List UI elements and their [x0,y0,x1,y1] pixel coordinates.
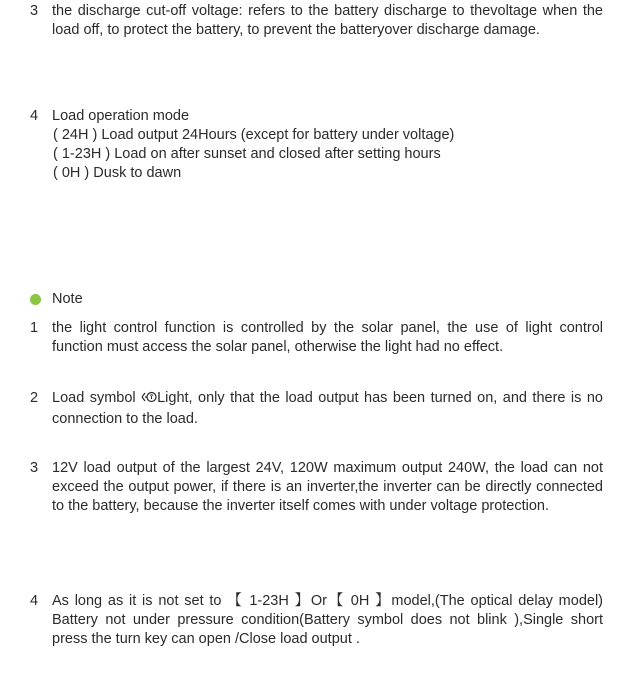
note-item-3 [30,459,603,516]
item-text: As long as it is not set to 【 1-23H 】Or【 0H 】model,(The optical delay model) Battery not under pressure condition(Battery symbol does not blink ),Single short press the turn key can open /Close load output . [52,593,603,647]
green-bullet-icon [30,294,41,305]
mode-24h: ( 24H ) Load output 24Hours (except for battery under voltage) [53,127,455,143]
note-heading [30,290,83,309]
note-title: Note [52,291,83,307]
item-number: 1 [30,320,39,336]
light-bulb-load-icon [141,390,157,410]
mode-0h: ( 0H ) Dusk to dawn [53,165,182,181]
mode-1-23h: ( 1-23H ) Load on after sunset and closed after setting hours [53,146,441,162]
item-number: 4 [30,593,39,609]
item-number: 3 [30,460,39,476]
item-text: 12V load output of the largest 24V, 120W maximum output 240W, the load can not exceed the output power, if there is an inverter,the inverter can be directly connected to the battery, because the inverter itself comes with under voltage protection. [52,460,603,514]
list-item-4-load-mode [30,107,603,183]
item-title: Load operation mode [52,108,190,124]
item-text [52,389,603,429]
note-item-1 [30,319,603,357]
note-item-2 [30,389,603,429]
item-number: 4 [30,108,39,124]
item-number: 3 [30,3,39,19]
item-text: the discharge cut-off voltage: refers to the battery discharge to thevoltage when the load off, to protect the battery, to prevent the batteryover discharge damage. [52,3,603,38]
item-text-before: Load symbol [52,390,142,406]
item-content [52,107,603,183]
item-number: 2 [30,390,39,406]
list-item-3-discharge [30,2,603,40]
note-item-4 [30,592,603,649]
item-text-after: Light, only that the load output has been turned on, and there is no connection to the load. [52,390,603,427]
item-text: the light control function is controlled by the solar panel, the use of light control function must access the solar panel, otherwise the light had no effect. [52,320,603,355]
